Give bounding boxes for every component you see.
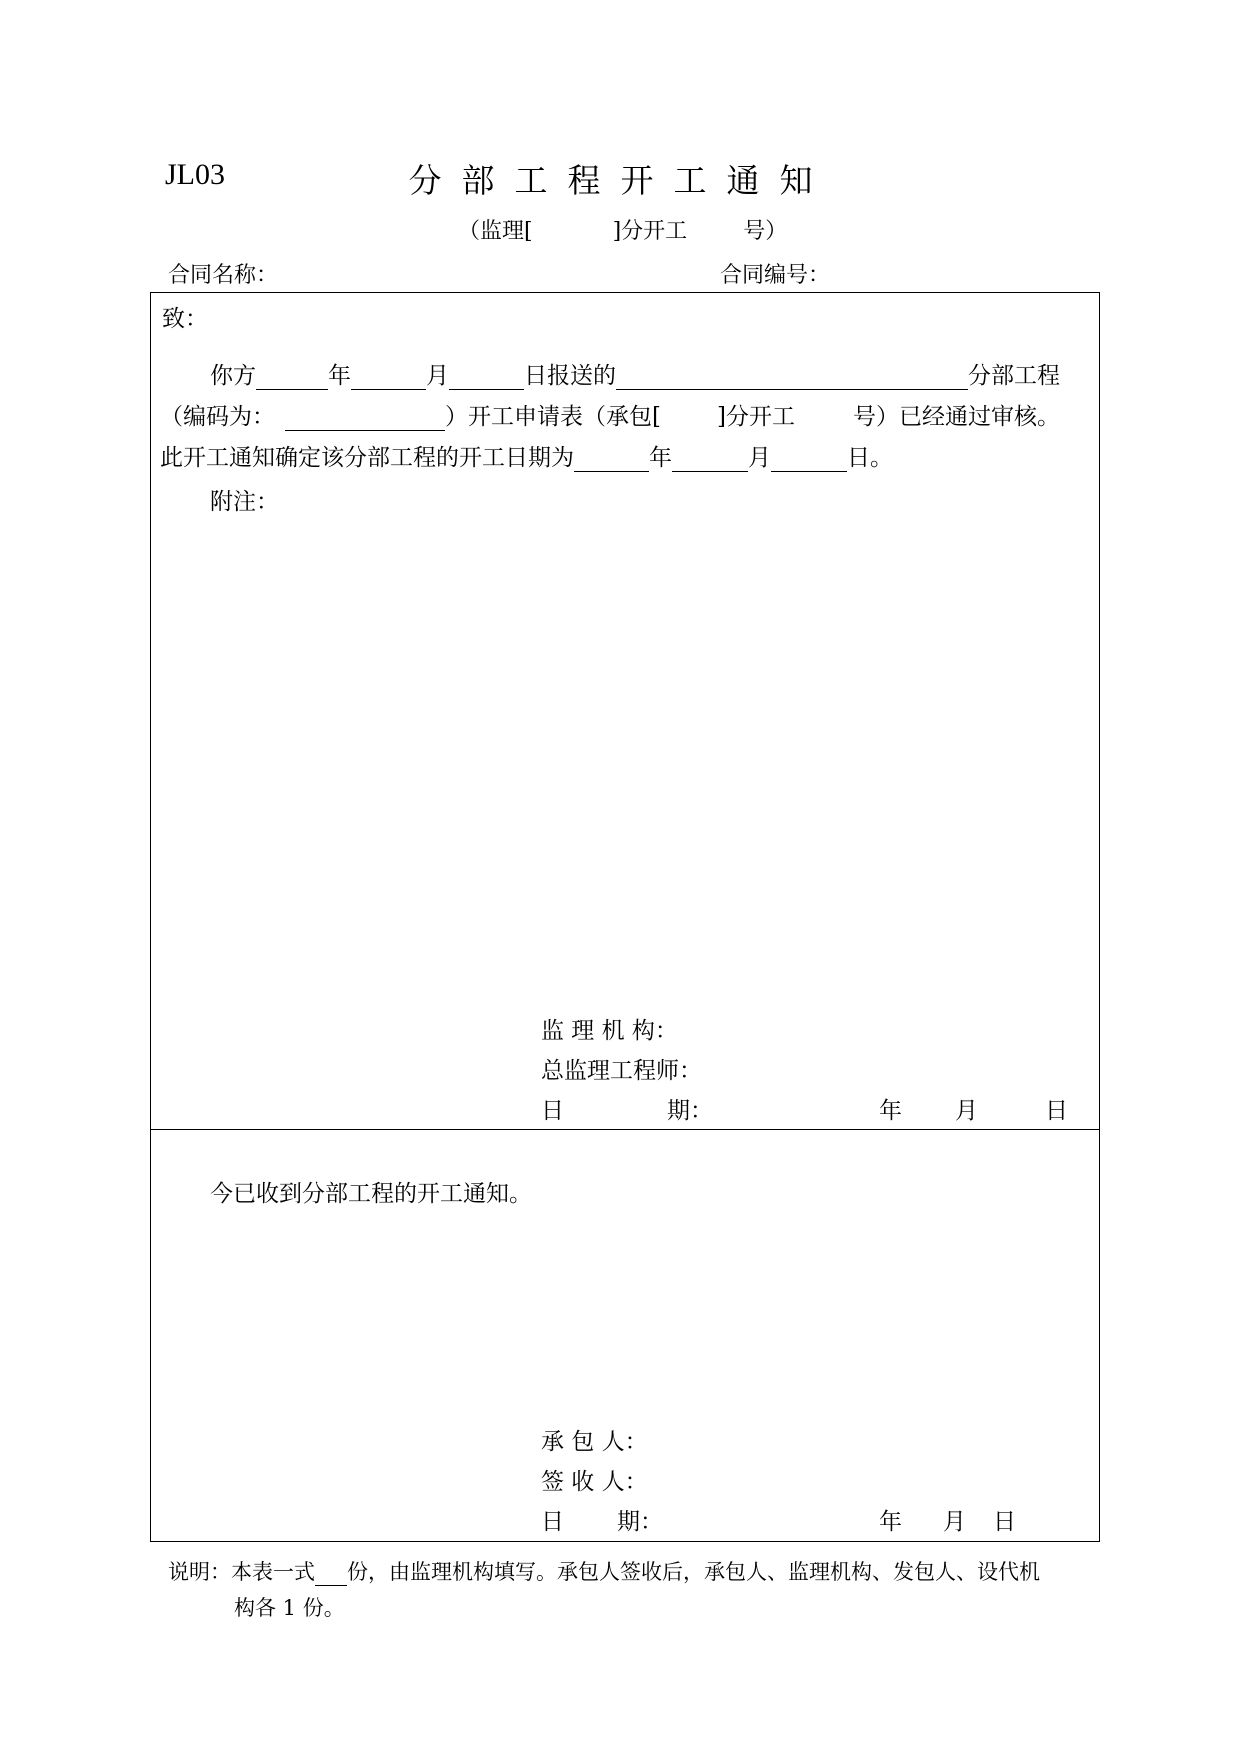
- text-day-submitted: 日报送的: [524, 363, 616, 389]
- receipt-day: 日: [993, 1509, 1016, 1535]
- code-field[interactable]: [285, 406, 445, 431]
- copies-field[interactable]: [315, 1563, 347, 1586]
- footer-note: [168, 1556, 1040, 1586]
- text-sub-project: 分部工程: [968, 363, 1060, 389]
- text-fenkaigong: ]分开工: [716, 404, 795, 430]
- subtitle-prefix: （监理[: [458, 219, 533, 244]
- text-day: 日。: [847, 445, 893, 471]
- text-application: ）开工申请表（承包[: [445, 404, 661, 430]
- text-you: 你方: [210, 363, 256, 389]
- notice-day: 日: [1045, 1098, 1068, 1124]
- notice-month: 月: [955, 1098, 978, 1124]
- receipt-date-label-b: 期：: [617, 1509, 663, 1535]
- contractor-label: 承 包 人：: [541, 1429, 648, 1455]
- to-label: 致：: [162, 306, 208, 332]
- supervisor-org-label: 监 理 机 构：: [541, 1018, 678, 1044]
- form-subtitle: [458, 214, 787, 245]
- text-code-is: （编码为：: [160, 404, 275, 430]
- form-code: JL03: [165, 158, 225, 191]
- text-month: 月: [748, 445, 771, 471]
- start-year-field[interactable]: [574, 447, 649, 472]
- submit-day-field[interactable]: [449, 365, 524, 390]
- subtitle-mid: ]分开工: [612, 219, 688, 244]
- notice-date-label-b: 期：: [667, 1098, 713, 1124]
- submit-month-field[interactable]: [351, 365, 426, 390]
- notice-line-1: [210, 357, 1060, 390]
- contract-name-label: 合同名称：: [168, 263, 279, 288]
- subtitle-suffix: 号）: [743, 219, 788, 244]
- chief-engineer-label: 总监理工程师：: [541, 1058, 702, 1084]
- notice-date-label-a: 日: [541, 1098, 564, 1124]
- remark-label: 附注：: [210, 489, 279, 515]
- text-year: 年: [649, 445, 672, 471]
- note-body: 份，由监理机构填写。承包人签收后，承包人、监理机构、发包人、设代机: [347, 1560, 1040, 1584]
- form-title: 分部工程开工通知: [408, 161, 833, 200]
- receipt-month: 月: [943, 1509, 966, 1535]
- receipt-year: 年: [879, 1509, 902, 1535]
- notice-year: 年: [879, 1098, 902, 1124]
- receipt-text: 今已收到分部工程的开工通知。: [210, 1181, 532, 1207]
- footer-note-line-2: 构各 1 份。: [234, 1596, 345, 1620]
- text-approved: 号）已经通过审核。: [852, 404, 1060, 430]
- contract-no-label: 合同编号：: [720, 263, 831, 288]
- signer-label: 签 收 人：: [541, 1469, 648, 1495]
- receipt-date-label-a: 日: [541, 1509, 564, 1535]
- text-start-date: 此开工通知确定该分部工程的开工日期为: [160, 445, 574, 471]
- note-prefix: 说明：本表一式: [168, 1560, 315, 1584]
- submit-year-field[interactable]: [256, 365, 328, 390]
- notice-line-2: [160, 398, 1060, 431]
- start-day-field[interactable]: [771, 447, 847, 472]
- notice-line-3: [160, 439, 893, 472]
- sub-project-name-field[interactable]: [616, 365, 968, 390]
- text-year: 年: [328, 363, 351, 389]
- text-month: 月: [426, 363, 449, 389]
- start-month-field[interactable]: [672, 447, 748, 472]
